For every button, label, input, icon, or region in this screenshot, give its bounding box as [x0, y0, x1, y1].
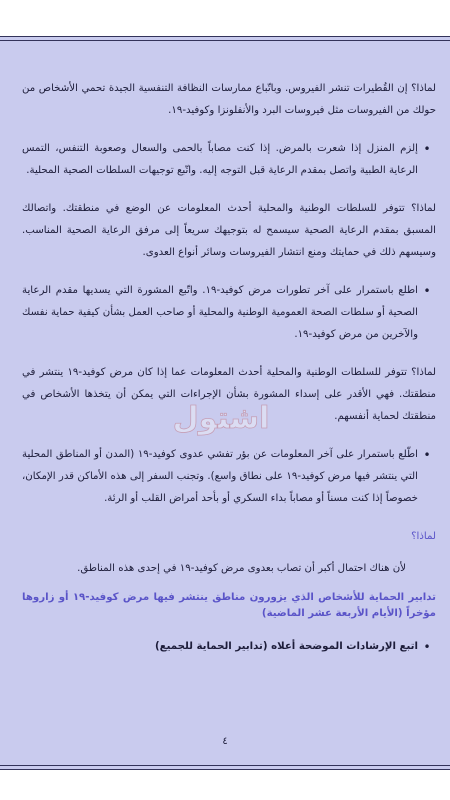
why-heading: لماذا؟ — [411, 531, 436, 542]
bullet-follow-guidance — [22, 636, 436, 658]
bottom-margin — [0, 770, 450, 800]
bullet-avoid-travel — [22, 444, 436, 510]
bullet-text: اطلع باستمرار على آخر تطورات مرض كوفيد-١٩. واتّبع المشورة التي يسديها مقدم الرعاية الصحية أو سلطات الصحة العمومية الوطنية والمحلية أو صاحب العمل بشأن كيفية حماية نفسك والآخرين من مرض كوفيد-١٩. — [22, 285, 418, 340]
top-border-rule — [0, 36, 450, 41]
bullet-dot-icon: • — [423, 142, 431, 156]
document-body — [22, 78, 436, 674]
paragraph-why-droplets: لماذا؟ إن القُطيرات تنشر الفيروس. وباتّباع ممارسات النظافة التنفسية الجيدة تحمي الأشخاص من حولك من الفيروسات مثل فيروسات البرد والأنفلونزا وكوفيد-١٩. — [22, 83, 436, 116]
svg-text:اشتول: اشتول — [172, 401, 270, 436]
bullet-stay-home — [22, 138, 436, 182]
why-text: لأن هناك احتمال أكبر أن تصاب بعدوى مرض كوفيد-١٩ في إحدى هذه المناطق. — [77, 563, 406, 574]
bullet-text: اتبع الإرشادات الموضحة أعلاه (تدابير الحماية للجميع) — [155, 641, 418, 652]
bullet-dot-icon: • — [423, 448, 431, 462]
page-number: ٤ — [222, 736, 228, 747]
measures-heading: تدابير الحماية للأشخاص الذي يزورون مناطق ينتشر فيها مرض كوفيد-١٩ أو زاروها مؤخراً (الأيام الأربعة عشر الماضية) — [22, 592, 436, 619]
bullet-dot-icon: • — [423, 640, 431, 654]
bullet-dot-icon: • — [423, 284, 431, 298]
bullet-text: إلزم المنزل إذا شعرت بالمرض. إذا كنت مصاباً بالحمى والسعال وصعوبة التنفس، التمس الرعاية الطبية واتصل بمقدم الرعاية قبل التوجه إليه. واتّبع توجيهات السلطات الصحية المحلية. — [22, 143, 418, 176]
bullet-stay-informed — [22, 280, 436, 346]
paragraph-why-authorities: لماذا؟ تتوفر للسلطات الوطنية والمحلية أحدث المعلومات عن الوضع في منطقتك. واتصالك المسبق بمقدم الرعاية الصحية سيسمح له بتوجيهك سريعاً إلى مرفق الرعاية الصحية المناسب. وسيسهم ذلك في حمايتك ومنع انتشار الفيروسات وسائر أنواع العدوى. — [22, 203, 436, 258]
paragraph-why-local-info: لماذا؟ تتوفر للسلطات الوطنية والمحلية أحدث المعلومات عما إذا كان مرض كوفيد-١٩ ينتشر في منطقتك. فهي الأقدر على إسداء المشورة بشأن الإجراءات التي يمكن أن يتخذها الأشخاص في منطقتك لحماية أنفسهم. — [22, 367, 437, 422]
top-margin — [0, 0, 450, 36]
bullet-text: اطّلع باستمرار على آخر المعلومات عن بؤر تفشي عدوى كوفيد-١٩ (المدن أو المناطق المحلية التي ينتشر فيها مرض كوفيد-١٩ على نطاق واسع). وتجنب السفر إلى هذه الأماكن قدر الإمكان، خصوصاً إذا كنت مسناً أو مصاباً بداء السكري أو بأحد أمراض القلب أو الرئة. — [22, 449, 418, 504]
